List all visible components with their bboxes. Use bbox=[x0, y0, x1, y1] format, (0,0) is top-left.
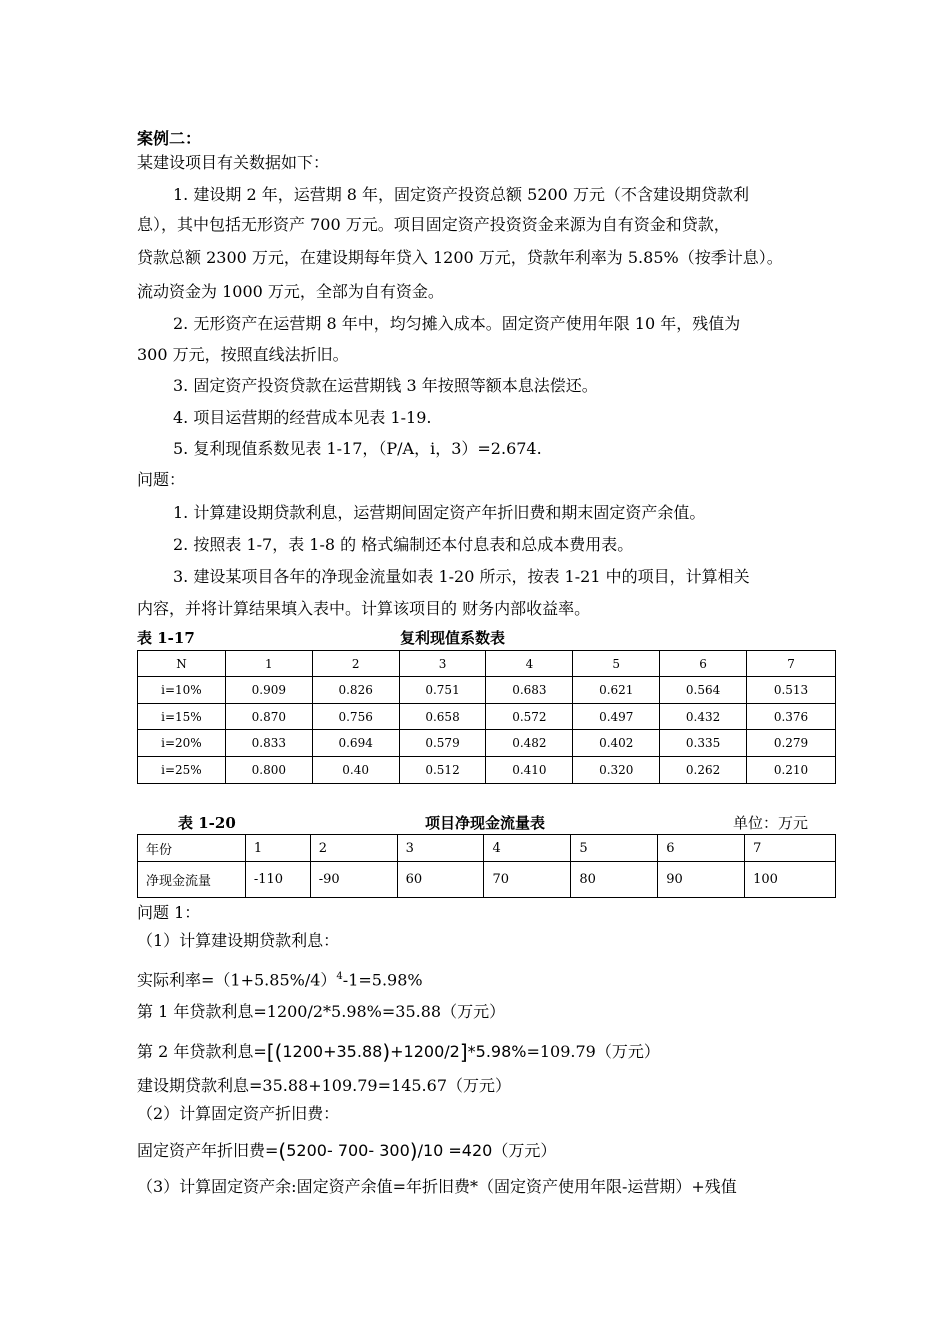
table-cell: i=25% bbox=[138, 757, 226, 784]
table-cell: 0.621 bbox=[573, 677, 660, 704]
table-cell: 0.683 bbox=[486, 677, 573, 704]
year1-interest: 第 1 年贷款利息=1200/2*5.98%=35.88（万元） bbox=[137, 1002, 506, 1021]
table-cell: 0.658 bbox=[399, 704, 486, 730]
item-1-line-3: 贷款总额 2300 万元，在建设期每年贷入 1200 万元，贷款年利率为 5.85%（按季计息）。 bbox=[137, 248, 783, 267]
dep-formula-part1: 5200- 700- 300 bbox=[286, 1141, 410, 1160]
questions-label: 问题： bbox=[137, 470, 186, 489]
table-cell: 0.694 bbox=[312, 730, 399, 757]
table20-header-row bbox=[138, 835, 836, 862]
table-header-cell: 3 bbox=[397, 835, 484, 862]
table17 bbox=[137, 650, 836, 784]
table17-title: 复利现值系数表 bbox=[400, 629, 506, 647]
table-cell: 净现金流量 bbox=[138, 862, 246, 898]
table-cell: 0.262 bbox=[660, 757, 747, 784]
q1-label: 问题 1： bbox=[137, 903, 201, 922]
rate-formula bbox=[137, 967, 423, 990]
table-row bbox=[138, 677, 836, 704]
table-header-cell: 3 bbox=[399, 651, 486, 677]
table-cell: 0.513 bbox=[747, 677, 836, 704]
year2-formula-part2: +1200/2 bbox=[390, 1042, 460, 1061]
table-cell: -110 bbox=[245, 862, 310, 898]
table-cell: 60 bbox=[397, 862, 484, 898]
total-interest: 建设期贷款利息=35.88+109.79=145.67（万元） bbox=[137, 1076, 511, 1095]
rate-exponent: 4 bbox=[336, 971, 343, 982]
question-1: 1. 计算建设期贷款利息，运营期间固定资产年折旧费和期末固定资产余值。 bbox=[173, 503, 706, 522]
table-header-cell: 2 bbox=[310, 835, 397, 862]
year2-formula-part3: *5.98% bbox=[467, 1042, 527, 1061]
table-header-cell: 4 bbox=[486, 651, 573, 677]
sub3-heading: （3）计算固定资产余:固定资产余值=年折旧费*（固定资产使用年限-运营期）+残值 bbox=[137, 1177, 737, 1196]
table-cell: 0.756 bbox=[312, 704, 399, 730]
table-header-cell: N bbox=[138, 651, 226, 677]
table20-unit: 单位：万元 bbox=[733, 814, 809, 832]
table-cell: i=10% bbox=[138, 677, 226, 704]
table-row bbox=[138, 704, 836, 730]
table-row bbox=[138, 862, 836, 898]
table-cell: 0.497 bbox=[573, 704, 660, 730]
table-cell: i=20% bbox=[138, 730, 226, 757]
table-cell: i=15% bbox=[138, 704, 226, 730]
table-cell: 70 bbox=[484, 862, 571, 898]
intro-text: 某建设项目有关数据如下： bbox=[137, 153, 330, 172]
item-1-line-4: 流动资金为 1000 万元，全部为自有资金。 bbox=[137, 282, 444, 301]
table-cell: 80 bbox=[571, 862, 658, 898]
table17-label: 表 1-17 bbox=[137, 629, 195, 647]
table-cell: 0.833 bbox=[225, 730, 312, 757]
dep-suffix: （万元） bbox=[492, 1141, 557, 1160]
table-cell: 0.279 bbox=[747, 730, 836, 757]
table-cell: 0.800 bbox=[225, 757, 312, 784]
question-2: 2. 按照表 1-7，表 1-8 的 格式编制还本付息表和总成本费用表。 bbox=[173, 535, 634, 554]
table-cell: 90 bbox=[658, 862, 745, 898]
item-1-line-2: 息），其中包括无形资产 700 万元。项目固定资产投资资金来源为自有资金和贷款， bbox=[137, 215, 730, 234]
dep-formula: (5200- 700- 300)/10 =420 bbox=[278, 1139, 493, 1163]
year2-formula: [(1200+35.88)+1200/2]*5.98% bbox=[266, 1040, 527, 1064]
question-3-line-2: 内容，并将计算结果填入表中。计算该项目的 财务内部收益率。 bbox=[137, 599, 591, 618]
rate-prefix: 实际利率=（1+5.85%/4） bbox=[137, 970, 337, 990]
table-cell: 0.482 bbox=[486, 730, 573, 757]
dep-formula-part2: /10 =420 bbox=[417, 1141, 493, 1160]
table-header-cell: 年份 bbox=[138, 835, 246, 862]
year2-formula-part1: 1200+35.88 bbox=[282, 1042, 383, 1061]
table-cell: 0.909 bbox=[225, 677, 312, 704]
table-cell: 0.320 bbox=[573, 757, 660, 784]
table-header-cell: 5 bbox=[571, 835, 658, 862]
item-2-line-2: 300 万元，按照直线法折旧。 bbox=[137, 345, 349, 364]
table-header-cell: 5 bbox=[573, 651, 660, 677]
item-3: 3. 固定资产投资贷款在运营期钱 3 年按照等额本息法偿还。 bbox=[173, 376, 598, 395]
table-cell: 0.410 bbox=[486, 757, 573, 784]
table20-title: 项目净现金流量表 bbox=[425, 814, 546, 832]
table-cell: 0.376 bbox=[747, 704, 836, 730]
table-cell: 0.870 bbox=[225, 704, 312, 730]
table-header-cell: 1 bbox=[225, 651, 312, 677]
dep-prefix: 固定资产年折旧费= bbox=[137, 1141, 279, 1160]
table-cell: 0.826 bbox=[312, 677, 399, 704]
table-header-cell: 7 bbox=[745, 835, 836, 862]
table-header-cell: 2 bbox=[312, 651, 399, 677]
table-cell: 0.210 bbox=[747, 757, 836, 784]
table-cell: 0.512 bbox=[399, 757, 486, 784]
case-title: 案例二： bbox=[137, 129, 202, 148]
rate-suffix: -1=5.98% bbox=[342, 970, 423, 990]
table-header-cell: 6 bbox=[658, 835, 745, 862]
item-1-line-1: 1. 建设期 2 年，运营期 8 年，固定资产投资总额 5200 万元（不含建设期贷款利 bbox=[173, 185, 749, 204]
item-4: 4. 项目运营期的经营成本见表 1-19. bbox=[173, 408, 432, 427]
table-header-cell: 7 bbox=[747, 651, 836, 677]
table20-label: 表 1-20 bbox=[178, 814, 236, 832]
table-header-cell: 1 bbox=[245, 835, 310, 862]
question-3-line-1: 3. 建设某项目各年的净现金流量如表 1-20 所示，按表 1-21 中的项目，计算相关 bbox=[173, 567, 750, 586]
table-cell: 100 bbox=[745, 862, 836, 898]
item-2-line-1: 2. 无形资产在运营期 8 年中，均匀摊入成本。固定资产使用年限 10 年，残值为 bbox=[173, 314, 741, 333]
table-cell: 0.335 bbox=[660, 730, 747, 757]
table-cell: 0.402 bbox=[573, 730, 660, 757]
table-cell: 0.579 bbox=[399, 730, 486, 757]
table-row bbox=[138, 757, 836, 784]
table-cell: 0.432 bbox=[660, 704, 747, 730]
table-header-cell: 4 bbox=[484, 835, 571, 862]
year2-suffix: =109.79（万元） bbox=[526, 1042, 660, 1061]
table-cell: -90 bbox=[310, 862, 397, 898]
table20 bbox=[137, 834, 836, 898]
table-cell: 0.40 bbox=[312, 757, 399, 784]
depreciation-formula bbox=[137, 1141, 556, 1161]
sub2-heading: （2）计算固定资产折旧费： bbox=[137, 1104, 340, 1123]
table17-header-row bbox=[138, 651, 836, 677]
table-cell: 0.751 bbox=[399, 677, 486, 704]
year2-prefix: 第 2 年贷款利息= bbox=[137, 1042, 267, 1061]
year2-interest bbox=[137, 1042, 660, 1062]
table-row bbox=[138, 730, 836, 757]
table-header-cell: 6 bbox=[660, 651, 747, 677]
sub1-heading: （1）计算建设期贷款利息： bbox=[137, 931, 340, 950]
table-cell: 0.564 bbox=[660, 677, 747, 704]
item-5: 5. 复利现值系数见表 1-17，（P/A，i，3）=2.674. bbox=[173, 439, 542, 458]
table-cell: 0.572 bbox=[486, 704, 573, 730]
